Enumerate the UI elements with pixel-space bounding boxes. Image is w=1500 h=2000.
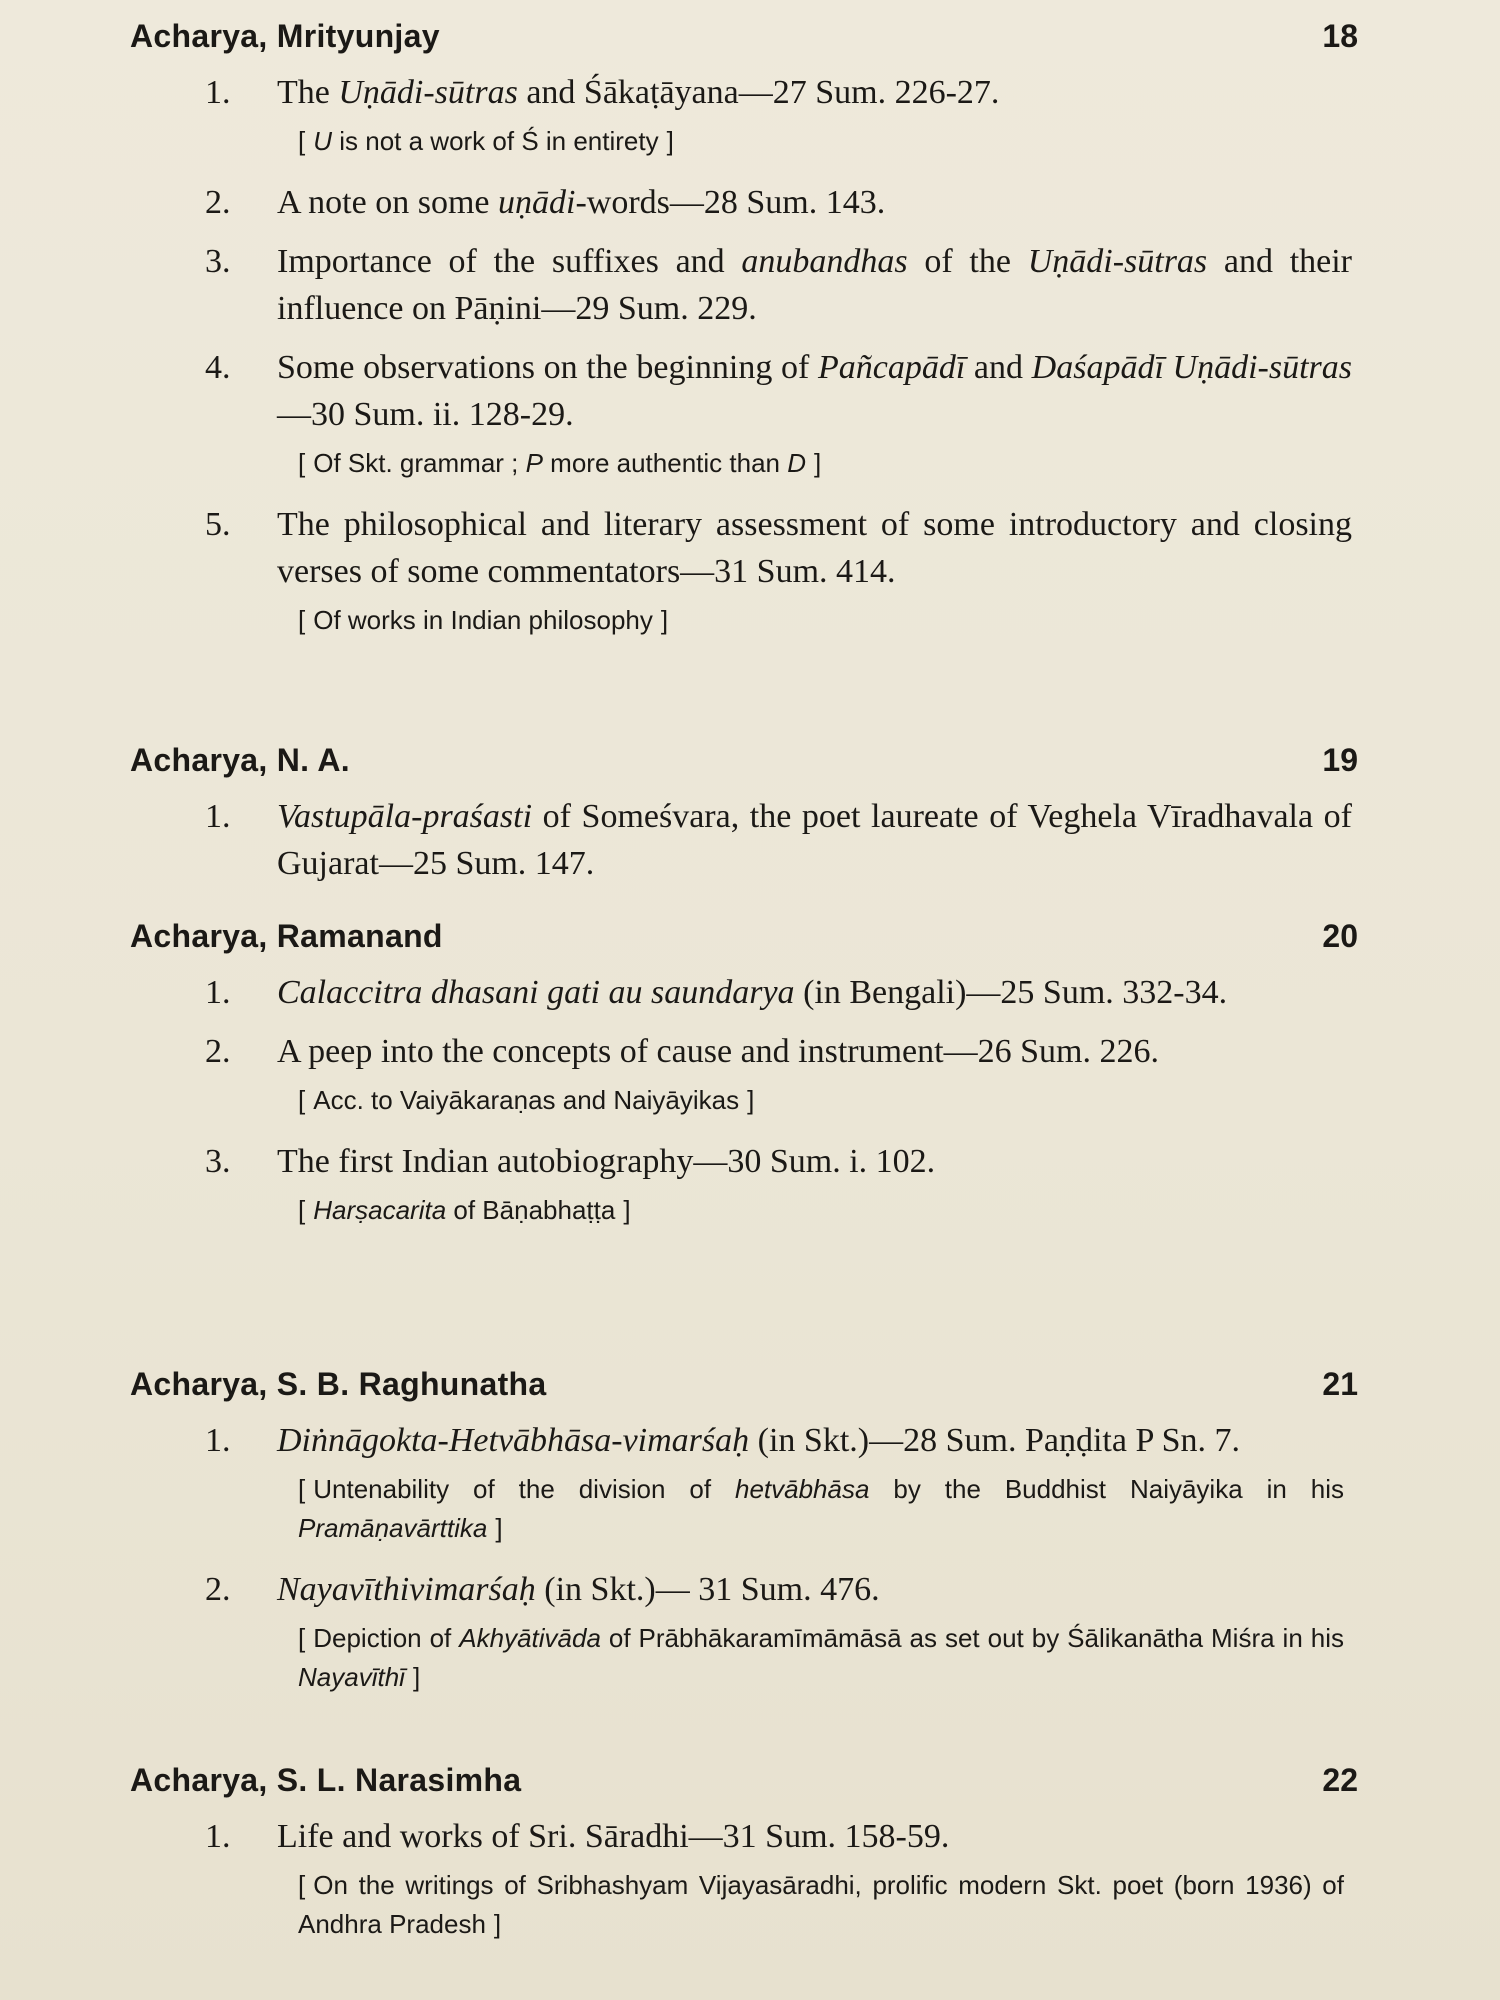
close-bracket: ] [493,1909,502,1939]
open-bracket: [ [298,1474,306,1504]
item-note [298,601,1352,640]
open-bracket: [ [298,1623,306,1653]
text-run: Depiction of [313,1623,460,1653]
open-bracket: [ [298,605,306,635]
close-bracket: ] [814,448,822,478]
list-item [130,179,1352,226]
italic-text: U [313,126,333,156]
close-bracket: ] [660,605,669,635]
entry-header [130,1762,1358,1799]
italic-text: D [787,448,806,478]
item-note [298,1081,1352,1120]
item-number: 1. [205,1818,231,1855]
author-name: Acharya, S. L. Narasimha [130,1762,522,1798]
text-run: more authentic than [542,448,788,478]
item-note [298,1866,1352,1944]
italic-text: Uṇādi-sūtras [338,74,518,111]
author-name: Acharya, S. B. Raghunatha [130,1366,547,1402]
text-run: The [277,74,339,111]
entry-number: 21 [1322,1366,1358,1402]
list-item [130,1566,1352,1613]
text-run: The philosophical and literary assessment of some introductory and closing verses of some commentators—31 Sum. 414. [277,506,1352,590]
text-run: is not a work of Ś in entirety [332,126,659,156]
list-item [130,238,1352,332]
item-text [277,243,1352,327]
text-run: A peep into the concepts of cause and instrument—26 Sum. 226. [277,1033,1159,1070]
item-note [298,1619,1352,1697]
italic-text: anubandhas [741,243,908,280]
entry-number: 19 [1322,742,1358,778]
text-run: On the writings of Sribhashyam Vijayasāradhi, prolific modern Skt. poet (born 1936) of Andhra Pradesh [298,1870,1344,1939]
list-item [130,969,1352,1016]
item-text [277,1143,935,1180]
text-run: Some observations on the beginning of [277,349,818,386]
open-bracket: [ [298,126,306,156]
italic-text: Uṇādi-sūtras [1027,243,1208,280]
author-name: Acharya, N. A. [130,742,350,778]
entry-19 [130,742,1358,899]
item-text [277,1422,1240,1459]
italic-text: Calaccitra dhasani gati au saundarya [277,974,795,1011]
text-run: of the [907,243,1028,280]
close-bracket: ] [747,1085,755,1115]
item-number: 4. [205,349,231,386]
item-text [277,1818,949,1855]
item-number: 1. [205,798,231,835]
item-text [277,349,1352,433]
text-run: Untenability of the division of [313,1474,735,1504]
list-item [130,1028,1352,1075]
italic-text: Pramāṇavārttika [298,1513,488,1543]
item-text [277,506,1352,590]
text-run: Of Skt. grammar ; [313,448,526,478]
open-bracket: [ [298,1195,306,1225]
italic-text: hetvābhāsa [734,1474,870,1504]
item-text [277,74,999,111]
close-bracket: ] [666,126,674,156]
close-bracket: ] [623,1195,631,1225]
item-text [277,974,1227,1011]
italic-text: Akhyātivāda [459,1623,601,1653]
entry-header [130,18,1358,55]
entry-number: 22 [1322,1762,1358,1798]
close-bracket: ] [495,1513,503,1543]
list-item [130,1417,1352,1464]
text-run: (in Skt.)—28 Sum. Paṇḍita P Sn. 7. [749,1422,1240,1459]
list-item [130,1813,1352,1860]
item-text [277,798,1352,882]
item-number: 2. [205,1571,231,1608]
entry-header [130,1366,1358,1403]
italic-text: uṇādi [497,184,576,221]
item-text [277,1571,880,1608]
entry-20 [130,918,1358,1248]
entry-number: 20 [1322,918,1358,954]
list-item [130,793,1352,887]
text-run: Life and works of Sri. Sāradhi—31 Sum. 158-59. [277,1818,950,1855]
italic-text: P [525,448,543,478]
item-text [277,1033,1159,1070]
text-run: (in Skt.)— 31 Sum. 476. [535,1571,880,1608]
text-run: and their influence on Pāṇini—29 Sum. 229. [277,243,1352,327]
author-name: Acharya, Mrityunjay [130,18,440,54]
text-run: A note on some [277,184,498,221]
text-run: and Śākaṭāyana—27 Sum. 226-27. [517,74,1000,111]
item-number: 3. [205,1143,231,1180]
item-note [298,122,1352,161]
open-bracket: [ [298,1870,306,1900]
text-run: of Bāṇabhaṭṭa [446,1195,616,1225]
close-bracket: ] [412,1662,421,1692]
item-number: 3. [205,243,231,280]
text-run: The first Indian autobiography—30 Sum. i. 102. [277,1143,936,1180]
item-note [298,1191,1352,1230]
entry-21 [130,1366,1358,1715]
text-run: —30 Sum. ii. 128-29. [277,396,574,433]
item-number: 2. [205,184,231,221]
italic-text: Vastupāla-praśasti [277,798,533,835]
list-item [130,69,1352,116]
text-run: of Someśvara, the poet laureate of Veghela Vīradhavala of Gujarat—25 Sum. 147. [277,798,1352,882]
text-run: Importance of the suffixes and [277,243,742,280]
list-item [130,501,1352,595]
entry-header [130,742,1358,779]
text-run: of Prābhākaramīmāmāsā as set out by Śālikanātha Miśra in his [600,1623,1344,1653]
author-name: Acharya, Ramanand [130,918,443,954]
open-bracket: [ [298,448,306,478]
item-number: 5. [205,506,231,543]
italic-text: Nayavīthivimarśaḥ [277,1571,536,1608]
text-run: and [965,349,1032,386]
open-bracket: [ [298,1085,306,1115]
item-note [298,1470,1352,1548]
text-run: by the Buddhist Naiyāyika in his [869,1474,1344,1504]
italic-text: Diṅnāgokta-Hetvābhāsa-vimarśaḥ [277,1422,750,1459]
list-item [130,344,1352,438]
italic-text: Pañcapādī [817,349,966,386]
entry-number: 18 [1322,18,1358,54]
item-number: 1. [205,974,231,1011]
entry-18 [130,18,1358,658]
italic-text: Harṣacarita [313,1195,447,1225]
item-number: 1. [205,1422,231,1459]
entry-header [130,918,1358,955]
text-run: -words—28 Sum. 143. [575,184,886,221]
item-number: 1. [205,74,231,111]
italic-text: Daśapādī Uṇādi-sūtras [1031,349,1353,386]
entry-22 [130,1762,1358,1962]
item-text [277,184,885,221]
text-run: (in Bengali)—25 Sum. 332-34. [794,974,1228,1011]
text-run: Acc. to Vaiyākaraṇas and Naiyāyikas [313,1085,740,1115]
text-run: Of works in Indian philosophy [313,605,653,635]
italic-text: Nayavīthī [298,1662,405,1692]
list-item [130,1138,1352,1185]
item-number: 2. [205,1033,231,1070]
item-note [298,444,1352,483]
